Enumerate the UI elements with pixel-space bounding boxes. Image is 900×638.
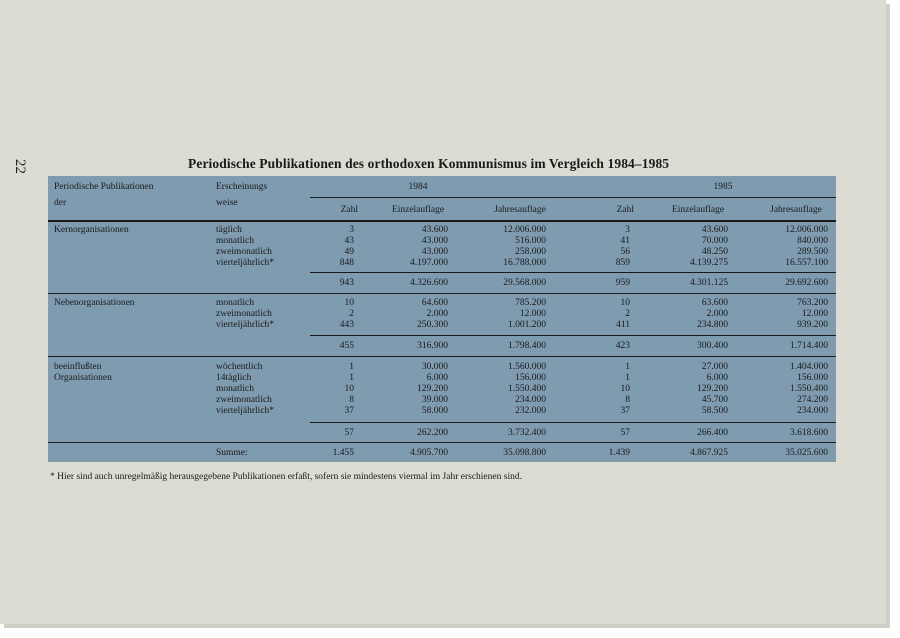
- group1-subtotal-einzel-1984: 4.326.600: [410, 278, 448, 288]
- group2-subtotal-zahl-1984: 455: [339, 341, 354, 351]
- group-name-nebenorganisationen: Nebenorganisationen: [54, 298, 135, 308]
- group1-erscheinungsweise: täglich monatlich zweimonatlich vierteljährlich*: [216, 225, 275, 268]
- group3-subtotal-jahres-1985: 3.618.600: [790, 428, 828, 438]
- publications-table: [48, 176, 836, 462]
- group2-subtotal-einzel-1985: 300.400: [697, 341, 728, 351]
- group2-erscheinungsweise: monatlich zweimonatlich vierteljährlich*: [216, 298, 275, 330]
- footnote: * Hier sind auch unregelmäßig herausgegebene Publikationen erfaßt, sofern sie mindestens viermal im Jahr erschienen sind.: [50, 472, 522, 482]
- header-year-1984: 1984: [408, 182, 428, 192]
- group3-subtotal-divider: [310, 422, 836, 423]
- summe-einzel-1985: 4.867.925: [690, 448, 728, 458]
- summe-label: Summe:: [216, 448, 248, 458]
- header-divider: [48, 220, 836, 222]
- header-einzelauflage-1984: Einzelauflage: [391, 205, 445, 215]
- group2-subtotal-einzel-1984: 316.900: [417, 341, 448, 351]
- header-erscheinungsweise: Erscheinungs weise: [216, 182, 268, 208]
- group1-subtotal-jahres-1984: 29.568.000: [503, 278, 546, 288]
- header-jahresauflage-1985: Jahresauflage: [770, 205, 822, 215]
- group2-subtotal-zahl-1985: 423: [615, 341, 630, 351]
- group3-subtotal-einzel-1985: 266.400: [697, 428, 728, 438]
- group3-divider: [48, 442, 836, 443]
- group3-einzel-1985: 27.000 6.000 129.200 45.700 58.500: [697, 362, 728, 416]
- group3-einzel-1984: 30.000 6.000 129.200 39.000 58.000: [417, 362, 448, 416]
- summe-jahres-1985: 35.025.600: [785, 448, 828, 458]
- group2-zahl-1984: 10 2 443: [339, 298, 354, 330]
- summe-einzel-1984: 4.905.700: [410, 448, 448, 458]
- header-einzelauflage-1985: Einzelauflage: [671, 205, 725, 215]
- group3-erscheinungsweise: wöchentlich 14täglich monatlich zweimonatlich vierteljährlich*: [216, 362, 275, 416]
- group2-subtotal-divider: [310, 335, 836, 336]
- page-number: 22: [12, 159, 28, 174]
- header-jahresauflage-1984: Jahresauflage: [494, 205, 546, 215]
- group-name-kernorganisationen: Kernorganisationen: [54, 225, 129, 235]
- group1-subtotal-zahl-1984: 943: [339, 278, 354, 288]
- header-publikationen: Periodische Publikationen der: [54, 182, 154, 208]
- group3-jahres-1984: 1.560.000 156.000 1.550.400 234.000 232.000: [508, 362, 546, 416]
- header-year-1985: 1985: [713, 182, 733, 192]
- group1-subtotal-jahres-1985: 29.692.600: [785, 278, 828, 288]
- group1-subtotal-zahl-1985: 959: [615, 278, 630, 288]
- header-zahl-1984: Zahl: [340, 205, 358, 215]
- summe-zahl-1984: 1.455: [332, 448, 354, 458]
- group3-subtotal-einzel-1984: 262.200: [417, 428, 448, 438]
- group1-zahl-1985: 3 41 56 859: [615, 225, 630, 268]
- summe-zahl-1985: 1.439: [608, 448, 630, 458]
- group3-zahl-1984: 1 1 10 8 37: [344, 362, 354, 416]
- group3-subtotal-zahl-1985: 57: [620, 428, 630, 438]
- group3-subtotal-jahres-1984: 3.732.400: [508, 428, 546, 438]
- group1-divider: [48, 293, 836, 294]
- group1-jahres-1985: 12.006.000 840.000 289.500 16.557.100: [785, 225, 828, 268]
- group1-jahres-1984: 12.006.000 516.000 258.000 16.788.000: [503, 225, 546, 268]
- group3-subtotal-zahl-1984: 57: [344, 428, 354, 438]
- header-zahl-1985: Zahl: [616, 205, 634, 215]
- summe-jahres-1984: 35.098.800: [503, 448, 546, 458]
- group2-jahres-1984: 785.200 12.000 1.001.200: [508, 298, 546, 330]
- group1-subtotal-einzel-1985: 4.301.125: [690, 278, 728, 288]
- group1-subtotal-divider: [310, 272, 836, 273]
- group2-zahl-1985: 10 2 411: [616, 298, 630, 330]
- group2-einzel-1984: 64.600 2.000 250.300: [417, 298, 448, 330]
- year-divider: [310, 197, 836, 198]
- group1-zahl-1984: 3 43 49 848: [339, 225, 354, 268]
- table-title: Periodische Publikationen des orthodoxen Kommunismus im Vergleich 1984–1985: [188, 156, 670, 171]
- group2-subtotal-jahres-1984: 1.798.400: [508, 341, 546, 351]
- group1-einzel-1984: 43.600 43.000 43.000 4.197.000: [410, 225, 448, 268]
- group2-divider: [48, 356, 836, 357]
- group3-zahl-1985: 1 1 10 8 37: [620, 362, 630, 416]
- group2-jahres-1985: 763.200 12.000 939.200: [797, 298, 828, 330]
- group-name-beeinflussten-organisationen: beeinflußten Organisationen: [54, 362, 112, 383]
- group2-einzel-1985: 63.600 2.000 234.800: [697, 298, 728, 330]
- group1-einzel-1985: 43.600 70.000 48.250 4.139.275: [690, 225, 728, 268]
- group2-subtotal-jahres-1985: 1.714.400: [790, 341, 828, 351]
- group3-jahres-1985: 1.404.000 156.000 1.550.400 274.200 234.000: [790, 362, 828, 416]
